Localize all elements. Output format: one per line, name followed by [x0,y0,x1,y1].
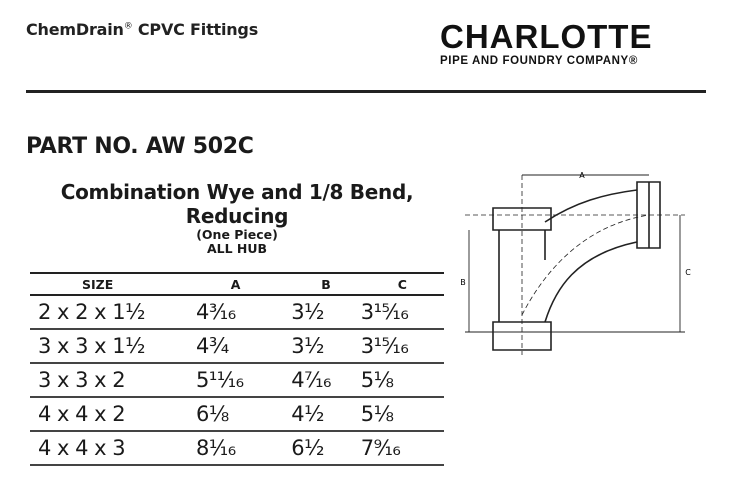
dimensions-table [30,272,444,466]
product-line-suffix: CPVC Fittings [132,20,259,39]
table-cell-size: 4 x 4 x 2 [30,397,180,431]
table-cell-b: 4⁷⁄₁₆ [291,363,360,397]
column-header-c: C [361,273,444,295]
table-row [30,431,444,465]
column-header-size: SIZE [30,273,180,295]
product-line-name: ChemDrain [26,20,124,39]
table-cell-a: 4¾ [180,329,291,363]
table-cell-b: 4½ [291,397,360,431]
fitting-title-line2: Reducing [185,204,289,228]
fitting-title-block [30,180,444,256]
table-cell-size: 3 x 3 x 2 [30,363,180,397]
dimension-label-b: B [460,278,466,287]
column-header-b: B [291,273,360,295]
fitting-subtitle-one-piece: (One Piece) [196,227,278,242]
column-header-a: A [180,273,291,295]
table-cell-c: 7⁹⁄₁₆ [361,431,444,465]
registered-mark: ® [123,21,133,32]
table-cell-size: 4 x 4 x 3 [30,431,180,465]
table-cell-size: 2 x 2 x 1½ [30,295,180,329]
fitting-subtitle-all-hub: ALL HUB [206,241,268,256]
table-cell-b: 3½ [291,329,360,363]
table-cell-c: 5⅛ [361,363,444,397]
bend-outer-curve [545,190,637,222]
dimension-label-c: C [685,268,691,277]
table-cell-b: 6½ [291,431,360,465]
bend-inner-curve [545,242,637,322]
table-cell-a: 4³⁄₁₆ [180,295,291,329]
charlotte-logo [440,20,710,67]
fitting-title-line1: Combination Wye and 1/8 Bend, [60,180,414,204]
table-cell-c: 3¹⁵⁄₁₆ [361,329,444,363]
dimension-label-a: A [579,171,585,180]
table-row [30,295,444,329]
table-header-row [30,273,444,295]
table-cell-c: 5⅛ [361,397,444,431]
header-divider [26,90,706,93]
table-cell-a: 6⅛ [180,397,291,431]
logo-sub-text: PIPE AND FOUNDRY COMPANY® [440,55,638,67]
table-row [30,363,444,397]
table-cell-a: 5¹¹⁄₁₆ [180,363,291,397]
table-cell-c: 3¹⁵⁄₁₆ [361,295,444,329]
part-number: PART NO. AW 502C [26,134,254,159]
table-row [30,397,444,431]
wye-fitting-diagram [455,160,705,360]
table-row [30,329,444,363]
logo-main-text: CHARLOTTE [440,18,653,55]
table-cell-b: 3½ [291,295,360,329]
product-line-title [26,20,258,39]
table-cell-size: 3 x 3 x 1½ [30,329,180,363]
table-cell-a: 8¹⁄₁₆ [180,431,291,465]
